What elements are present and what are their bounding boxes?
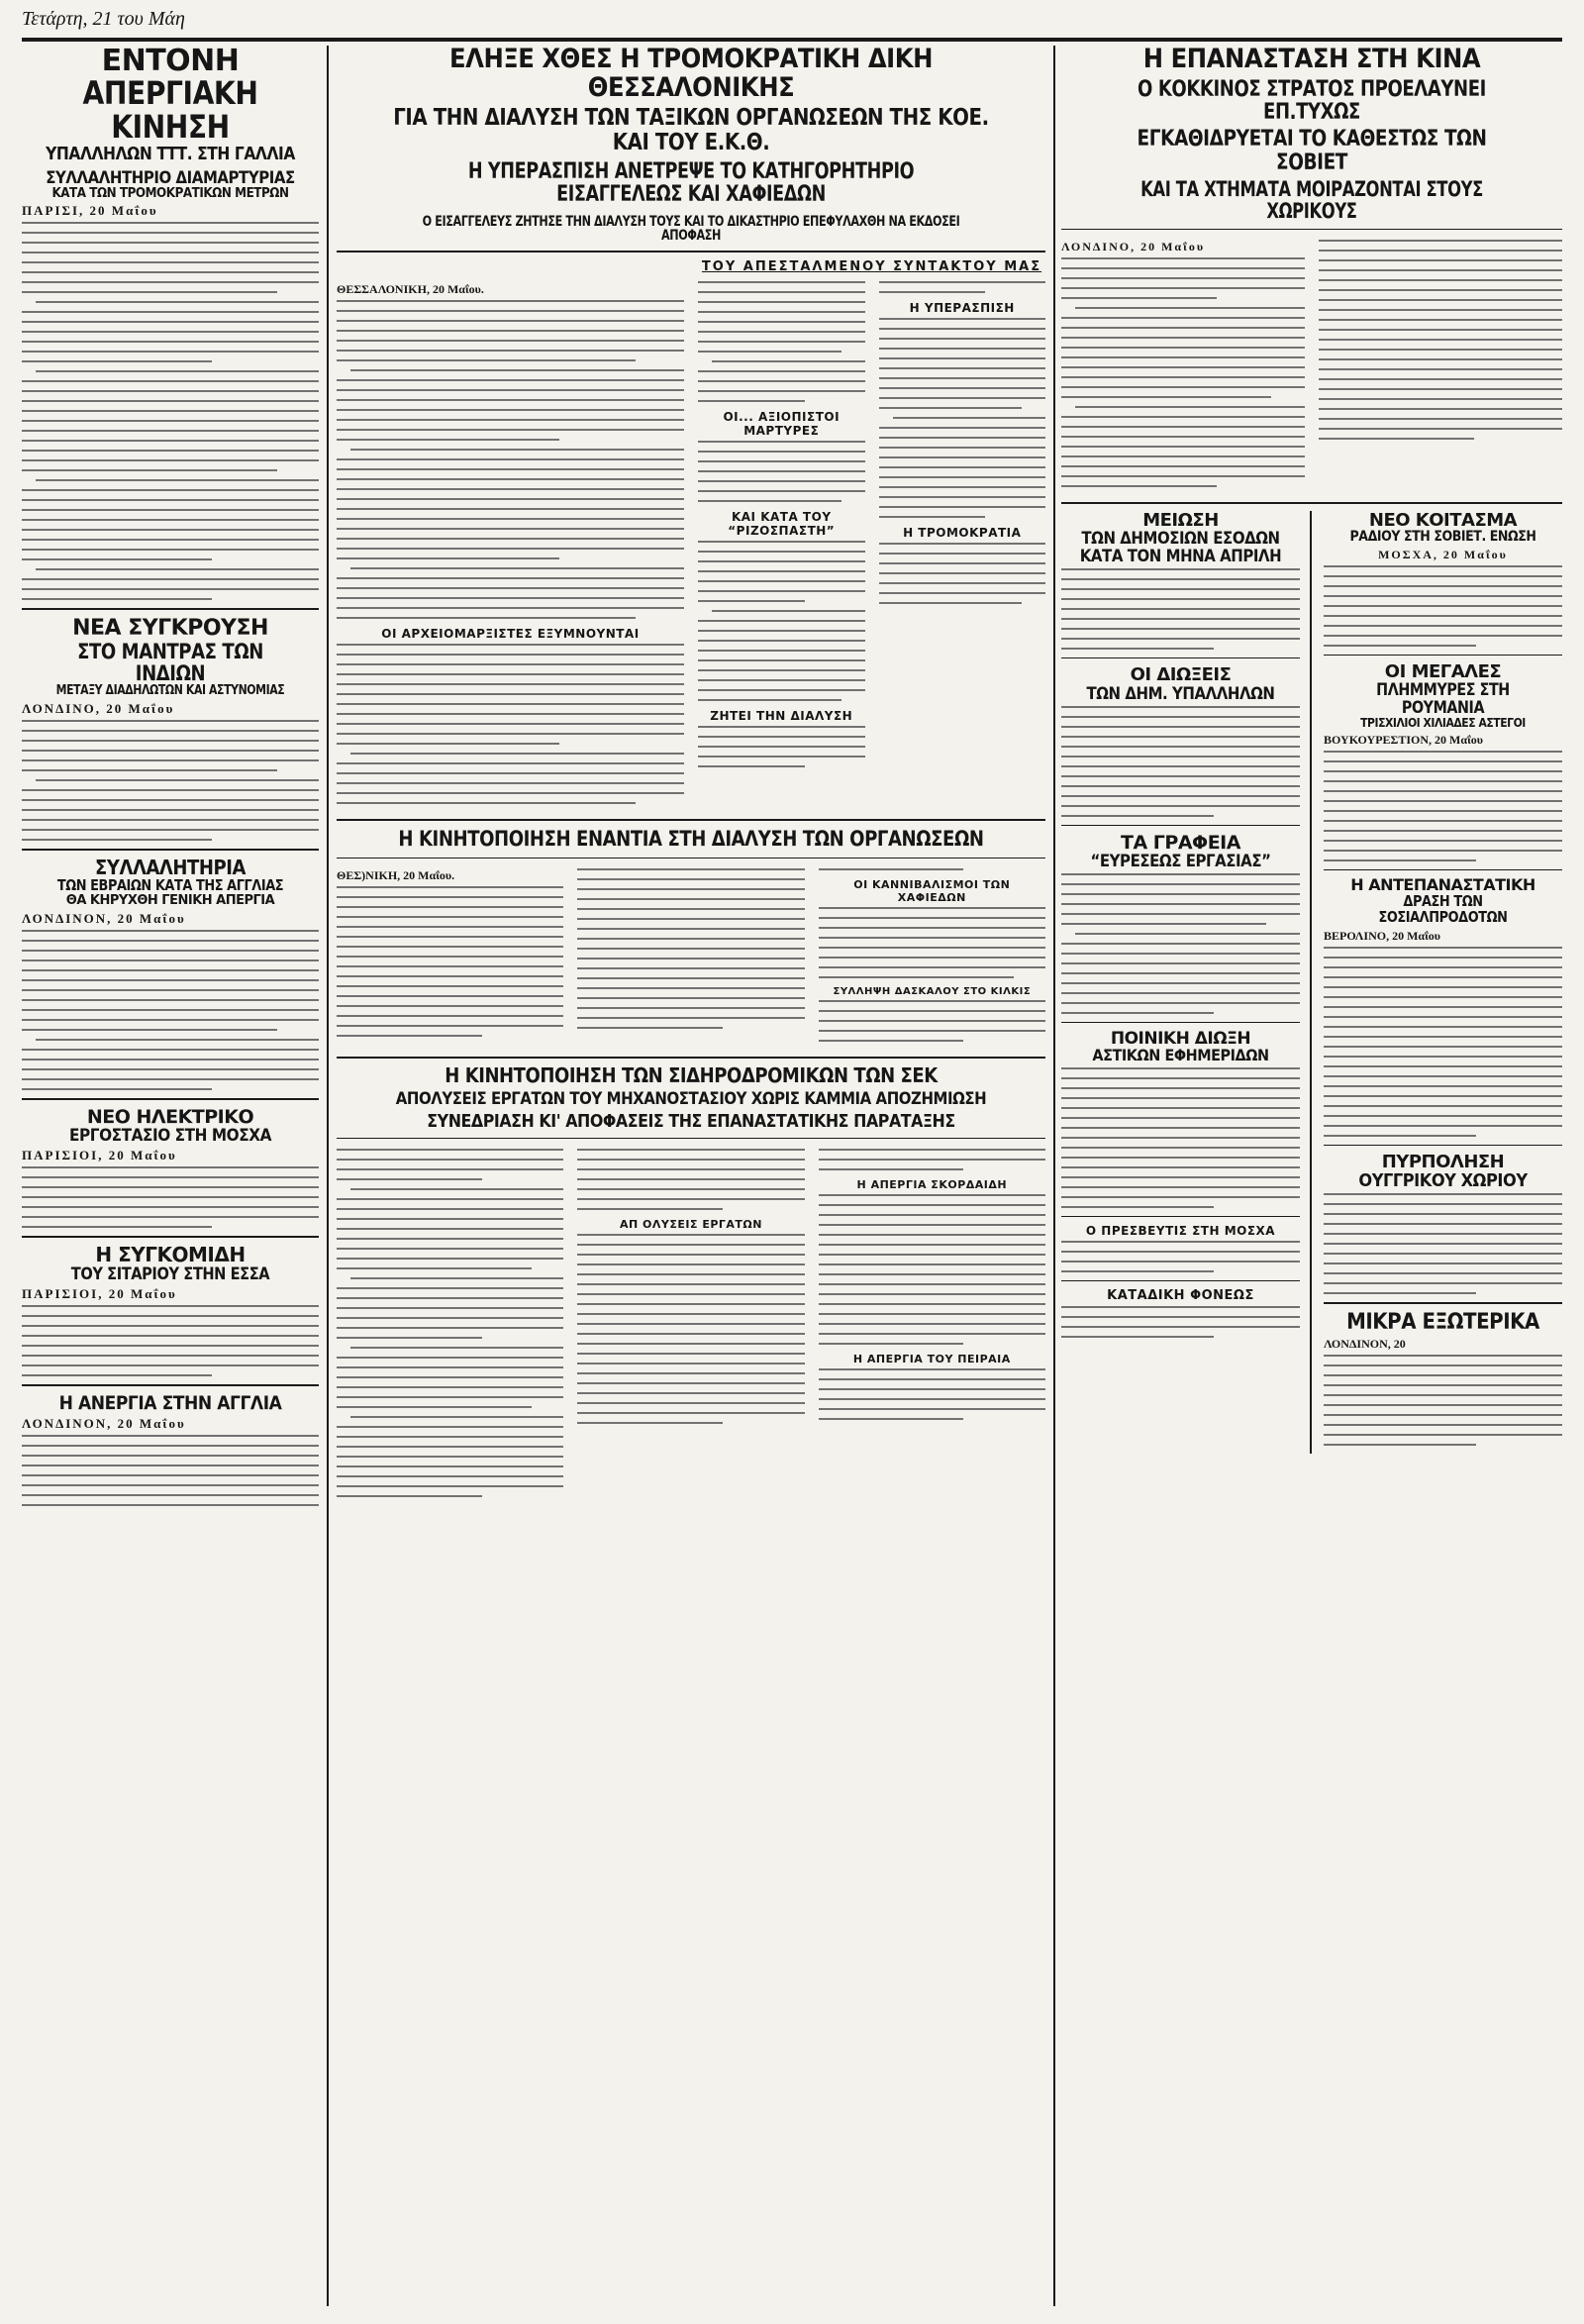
- left-headline-1-line-c: ΥΠΑΛΛΗΛΩΝ ΤΤΤ. ΣΤΗ ΓΑΛΛΙΑ: [46, 143, 295, 164]
- fire-body: [1324, 1193, 1562, 1294]
- main-article-col-2-body-c: [698, 541, 865, 701]
- left-article-5-body: [22, 1305, 319, 1376]
- main-article-col-2: [698, 278, 865, 775]
- subhead-rizospastis: ΚΑΙ ΚΑΤΑ ΤΟΥ “ΡΙΖΟΣΠΑΣΤΗ”: [728, 510, 836, 539]
- counterrev-headline-line-a: Η ΑΝΤΕΠΑΝΑΣΤΑΤΙΚΗ: [1350, 875, 1535, 895]
- right-rule-5: [1061, 1022, 1300, 1023]
- right-rule-10: [1324, 1145, 1562, 1146]
- revenue-headline-line-b: ΤΩΝ ΔΗΜΟΣΙΩΝ ΕΣΟΔΩΝ: [1081, 529, 1280, 550]
- railway-col-3-body-b: [819, 1194, 1045, 1345]
- railway-col-3-body-a: [819, 1149, 1045, 1170]
- left-headline-3-line-b: ΤΩΝ ΕΒΡΑΙΩΝ ΚΑΤΑ ΤΗΣ ΑΓΓΛΙΑΣ: [56, 876, 284, 895]
- main-article-col-2-body-b: [698, 441, 865, 502]
- top-rule: [22, 38, 1562, 42]
- column-divider-right: [1053, 46, 1055, 2306]
- left-headline-3-line-c: ΘΑ ΚΗΡΥΧΘΗ ΓΕΝΙΚΗ ΑΠΕΡΓΙΑ: [65, 893, 275, 909]
- main-article-col-3-body-c: [879, 543, 1046, 604]
- main-headline-line-c: Η ΥΠΕΡΑΣΠΙΣΗ ΑΝΕΤΡΕΨΕ ΤΟ ΚΑΤΗΓΟΡΗΤΗΡΙΟ ΕΙΣΑΓΓΕΛΕΩΣ ΚΑΙ ΧΑΦΙΕΔΩΝ: [467, 158, 915, 208]
- murder-headline: ΚΑΤΑΔΙΚΗ ΦΟΝΕΩΣ: [1107, 1287, 1254, 1303]
- railway-col-2-body-b: [577, 1234, 804, 1424]
- employment-headline-line-b: “ΕΥΡΕΣΕΩΣ ΕΡΓΑΣΙΑΣ”: [1090, 851, 1271, 871]
- left-headline-3-line-a: ΣΥΛΛΑΛΗΤΗΡΙΑ: [95, 856, 246, 880]
- employment-headline-line-a: ΤΑ ΓΡΑΦΕΙΑ: [1121, 831, 1240, 854]
- main-article-col-2-3: [698, 259, 1045, 812]
- left-headline-1-line-d: ΣΥΛΛΑΛΗΤΗΡΙΟ ΔΙΑΜΑΡΤΥΡΙΑΣ: [46, 167, 295, 188]
- left-article-4-body: [22, 1166, 319, 1228]
- radium-body: [1324, 565, 1562, 647]
- railway-col-2-body-a: [577, 1149, 804, 1210]
- romania-headline-line-a: ΟΙ ΜΕΓΑΛΕΣ: [1384, 661, 1502, 683]
- right-rule-9: [1324, 869, 1562, 870]
- railway-headline-line-c: ΣΥΝΕΔΡΙΑΣΗ ΚΙ' ΑΠΟΦΑΣΕΙΣ ΤΗΣ ΕΠΑΝΑΣΤΑΤΙΚΗΣ ΠΑΡΑΤΑΞΗΣ: [427, 1110, 955, 1132]
- romania-headline-line-c: ΤΡΙΣΧΙΛΙΟΙ ΧΙΛΙΑΔΕΣ ΑΣΤΕΓΟΙ: [1360, 716, 1526, 731]
- embassy-body: [1061, 1241, 1300, 1272]
- center-rule-2: [337, 819, 1045, 821]
- left-article-6-dateline: ΛΟΝΔΙΝΟΝ, 20 Μαΐου: [22, 1416, 186, 1432]
- left-article-5-dateline: ΠΑΡΙΣΙΟΙ, 20 Μαΐου: [22, 1286, 177, 1302]
- counterrev-headline-line-b: ΔΡΑΣΗ ΤΩΝ ΣΟΣΙΑΛΠΡΟΔΟΤΩΝ: [1378, 892, 1508, 926]
- mobilization-col-3-body-b: [819, 907, 1045, 978]
- left-article-2-dateline: ΛΟΝΔΙΝΟ, 20 Μαΐου: [22, 701, 175, 717]
- right-inner-col-2: [1324, 511, 1562, 1454]
- subhead-teacher-arrest: ΣΥΛΛΗΨΗ ΔΑΣΚΑΛΟΥ ΣΤΟ ΚΙΛΚΙΣ: [833, 985, 1032, 997]
- foreign-briefs-body: [1324, 1355, 1562, 1446]
- main-article-dateline: ΘΕΣΣΑΛΟΝΙΚΗ, 20 Μαΐου.: [337, 282, 484, 297]
- main-headline-line-a: ΕΛΗΞΕ ΧΘΕΣ Η ΤΡΟΜΟΚΡΑΤΙΚΗ ΔΙΚΗ ΘΕΣΣΑΛΟΝΙΚΗΣ: [448, 46, 934, 103]
- mobilization-dateline: ΘΕΣ)ΝΙΚΗ, 20 Μαΐου.: [337, 867, 455, 882]
- subhead-archeiomarxistes: ΟΙ ΑΡΧΕΙΟΜΑΡΞΙΣΤΕΣ ΕΞΥΜΝΟΥΝΤΑΙ: [381, 627, 640, 642]
- main-article-col-2-body-a: [698, 281, 865, 402]
- embassy-headline: Ο ΠΡΕΣΒΕΥΤΙΣ ΣΤΗ ΜΟΣΧΑ: [1085, 1223, 1276, 1238]
- revenue-headline-line-a: ΜΕΙΩΣΗ: [1142, 510, 1219, 532]
- left-headline-1-line-e: ΚΑΤΑ ΤΩΝ ΤΡΟΜΟΚΡΑΤΙΚΩΝ ΜΕΤΡΩΝ: [51, 185, 289, 201]
- main-article-col-3-body-b: [879, 318, 1046, 518]
- left-rule-4: [22, 1236, 319, 1238]
- foreign-briefs-headline: ΜΙΚΡΑ ΕΞΩΤΕΡΙΚΑ: [1346, 1309, 1539, 1335]
- china-headline-line-a: Η ΕΠΑΝΑΣΤΑΣΗ ΣΤΗ ΚΙΝΑ: [1142, 46, 1481, 74]
- center-rule-1: [337, 251, 1045, 253]
- right-lower-area: [1061, 511, 1562, 1454]
- counterrev-dateline: ΒΕΡΟΛΙΝΟ, 20 Μαΐου: [1324, 928, 1441, 943]
- railway-col-1-body: [337, 1149, 563, 1497]
- left-headline-5-line-a: Η ΣΥΓΚΟΜΙΔΗ: [95, 1243, 246, 1267]
- left-article-3-body: [22, 930, 319, 1090]
- right-rule-8: [1324, 655, 1562, 656]
- main-article-col-1: [337, 259, 684, 812]
- press-headline-line-b: ΑΣΤΙΚΩΝ ΕΦΗΜΕΡΙΔΩΝ: [1092, 1045, 1269, 1064]
- center-rule-4: [337, 1057, 1045, 1059]
- subhead-skordaidis-strike: Η ΑΠΕΡΓΙΑ ΣΚΟΡΔΑΙΔΗ: [856, 1177, 1008, 1191]
- left-headline-6: Η ΑΝΕΡΓΙΑ ΣΤΗΝ ΑΓΓΛΙΑ: [58, 1392, 282, 1415]
- radium-headline-line-a: ΝΕΟ ΚΟΙΤΑΣΜΑ: [1368, 510, 1518, 532]
- railway-col-2: [577, 1146, 804, 1505]
- main-article-col-3: [879, 278, 1046, 775]
- left-rule-5: [22, 1384, 319, 1386]
- column-divider-left: [327, 46, 329, 2306]
- left-column: [22, 46, 319, 2306]
- romania-dateline: ΒΟΥΚΟΥΡΕΣΤΙΟΝ, 20 Μαΐου: [1324, 733, 1484, 748]
- left-headline-1-line-b: ΑΠΕΡΓΙΑΚΗ ΚΙΝΗΣΗ: [82, 73, 258, 146]
- left-article-1-body: [22, 222, 319, 600]
- mobilization-col-3-body-a: [819, 868, 1045, 870]
- radium-dateline: ΜΟΣΧΑ, 20 Μαΐου: [1378, 548, 1508, 562]
- left-headline-2-line-b: ΣΤΟ ΜΑΝΤΡΑΣ ΤΩΝ ΙΝΔΙΩΝ: [77, 639, 263, 686]
- main-article-col-1-body-a: [337, 300, 684, 619]
- romania-headline-line-b: ΠΛΗΜΜΥΡΕΣ ΣΤΗ ΡΟΥΜΑΝΙΑ: [1376, 680, 1510, 719]
- persecution-headline-line-b: ΤΩΝ ΔΗΜ. ΥΠΑΛΛΗΛΩΝ: [1086, 683, 1275, 704]
- left-rule-3: [22, 1098, 319, 1100]
- left-article-3-dateline: ΛΟΝΔΙΝΟΝ, 20 Μαΐου: [22, 910, 186, 926]
- left-article-4-dateline: ΠΑΡΙΣΙΟΙ, 20 Μαΐου: [22, 1148, 177, 1163]
- main-article-col-2-body-d: [698, 726, 865, 767]
- left-headline-1-line-a: ΕΝΤΟΝΗ: [101, 46, 240, 78]
- left-article-6-body: [22, 1435, 319, 1506]
- center-column: [337, 46, 1045, 2306]
- revenue-headline-line-c: ΚΑΤΑ ΤΟΝ ΜΗΝΑ ΑΠΡΙΛΗ: [1079, 547, 1282, 567]
- china-headline-line-b: Ο ΚΟΚΚΙΝΟΣ ΣΤΡΑΤΟΣ ΠΡΟΕΛΑΥΝΕΙ ΕΠ.ΤΥΧΩΣ: [1138, 76, 1486, 125]
- left-headline-4-line-b: ΕΡΓΟΣΤΑΣΙΟ ΣΤΗ ΜΟΣΧΑ: [69, 1126, 271, 1147]
- foreign-briefs-dateline: ΛΟΝΔΙΝΟΝ, 20: [1324, 1337, 1406, 1352]
- main-article-col-3-body-a: [879, 281, 1046, 293]
- mobilization-article: [337, 865, 1045, 1050]
- china-col-2: [1319, 237, 1562, 495]
- main-article-col-1-body-b: [337, 644, 684, 804]
- china-col-2-body: [1319, 240, 1562, 440]
- fire-headline-line-b: ΟΥΓΓΡΙΚΟΥ ΧΩΡΙΟΥ: [1358, 1169, 1528, 1191]
- mobilization-col-2: [577, 865, 804, 1050]
- center-rule-5: [337, 1138, 1045, 1139]
- center-rule-3: [337, 858, 1045, 859]
- china-col-1-body: [1061, 257, 1305, 487]
- revenue-body: [1061, 568, 1300, 650]
- china-dateline: ΛΟΝΔΙΝΟ, 20 Μαΐου: [1061, 240, 1206, 254]
- left-rule-1: [22, 608, 319, 610]
- railway-article: [337, 1146, 1045, 1505]
- left-headline-4-line-a: ΝΕΟ ΗΛΕΚΤΡΙΚΟ: [86, 1105, 254, 1128]
- left-rule-2: [22, 849, 319, 851]
- left-headline-2-line-a: ΝΕΑ ΣΥΓΚΡΟΥΣΗ: [72, 616, 268, 642]
- romania-body: [1324, 751, 1562, 861]
- right-rule-4: [1061, 825, 1300, 826]
- right-rule-1: [1061, 229, 1562, 230]
- subhead-witnesses: ΟΙ... ΑΞΙΟΠΙΣΤΟΙ ΜΑΡΤΥΡΕΣ: [723, 410, 841, 439]
- mobilization-col-2-body: [577, 868, 804, 1029]
- counterrev-body: [1324, 947, 1562, 1137]
- railway-col-3: [819, 1146, 1045, 1505]
- railway-col-1: [337, 1146, 563, 1505]
- subhead-piraeus-strike: Η ΑΠΕΡΓΙΑ ΤΟΥ ΠΕΙΡΑΙΑ: [852, 1352, 1011, 1365]
- right-rule-6: [1061, 1216, 1300, 1217]
- subhead-defense: Η ΥΠΕΡΑΣΠΙΣΗ: [909, 301, 1015, 316]
- right-inner-col-1: [1061, 511, 1312, 1454]
- china-col-1: [1061, 237, 1305, 495]
- right-rule-7: [1061, 1280, 1300, 1281]
- railway-col-3-body-c: [819, 1368, 1045, 1420]
- persecution-body: [1061, 706, 1300, 817]
- china-article: [1061, 237, 1562, 495]
- page-folio: Τετάρτη, 21 του Μάη: [22, 8, 185, 30]
- right-rule-3: [1061, 657, 1300, 658]
- railway-headline-line-a: Η ΚΙΝΗΤΟΠΟΙΗΣΗ ΤΩΝ ΣΙΔΗΡΟΔΡΟΜΙΚΩΝ ΤΩΝ ΣΕΚ: [445, 1062, 938, 1087]
- china-headline-line-d: ΚΑΙ ΤΑ ΧΤΗΜΑΤΑ ΜΟΙΡΑΖΟΝΤΑΙ ΣΤΟΥΣ ΧΩΡΙΚΟΥΣ: [1140, 176, 1483, 224]
- left-article-1-dateline: ΠΑΡΙΣΙ, 20 Μαΐου: [22, 203, 158, 219]
- right-rule-11: [1324, 1302, 1562, 1304]
- subhead-terror: Η ΤΡΟΜΟΚΡΑΤΙΑ: [903, 526, 1022, 541]
- mobilization-col-3: [819, 865, 1045, 1050]
- main-headline-line-d: Ο ΕΙΣΑΓΓΕΛΕΥΣ ΖΗΤΗΣΕ ΤΗΝ ΔΙΑΛΥΣΗ ΤΟΥΣ ΚΑΙ ΤΟ ΔΙΚΑΣΤΗΡΙΟ ΕΠΕΦΥΛΑΧΘΗ ΝΑ ΕΚΔΟΣΕΙ ΑΠΟΦΑΣΗ: [422, 213, 960, 245]
- radium-headline-line-b: ΡΑΔΙΟΥ ΣΤΗ ΣΟΒΙΕΤ. ΕΝΩΣΗ: [1349, 529, 1536, 546]
- persecution-headline-line-a: ΟΙ ΔΙΩΞΕΙΣ: [1130, 664, 1232, 686]
- main-article-col-2-3-row: [698, 278, 1045, 775]
- mobilization-col-1: [337, 865, 563, 1050]
- mobilization-col-3-body-c: [819, 1000, 1045, 1042]
- employment-body: [1061, 873, 1300, 1014]
- left-headline-2-line-c: ΜΕΤΑΞΥ ΔΙΑΔΗΛΩΤΩΝ ΚΑΙ ΑΣΤΥΝΟΜΙΑΣ: [55, 683, 285, 699]
- mobilization-headline: Η ΚΙΝΗΤΟΠΟΙΗΣΗ ΕΝΑΝΤΙΑ ΣΤΗ ΔΙΑΛΥΣΗ ΤΩΝ ΟΡΓΑΝΩΣΕΩΝ: [398, 827, 984, 852]
- mobilization-col-1-body: [337, 886, 563, 1037]
- press-body: [1061, 1067, 1300, 1208]
- main-headline-line-b: ΓΙΑ ΤΗΝ ΔΙΑΛΥΣΗ ΤΩΝ ΤΑΞΙΚΩΝ ΟΡΓΑΝΩΣΕΩΝ ΤΗΣ ΚΟΕ. ΚΑΙ ΤΟΥ Ε.Κ.Θ.: [393, 105, 989, 155]
- subhead-dissolution: ΖΗΤΕΙ ΤΗΝ ΔΙΑΛΥΣΗ: [710, 709, 853, 724]
- main-article-byline: ΤΟΥ ΑΠΕΣΤΑΛΜΕΝΟΥ ΣΥΝΤΑΚΤΟΥ ΜΑΣ: [701, 259, 1042, 275]
- right-rule-2: [1061, 502, 1562, 504]
- subhead-worker-layoffs: ΑΠ ΟΛΥΣΕΙΣ ΕΡΓΑΤΩΝ: [619, 1217, 762, 1231]
- railway-headline-line-b: ΑΠΟΛΥΣΕΙΣ ΕΡΓΑΤΩΝ ΤΟΥ ΜΗΧΑΝΟΣΤΑΣΙΟΥ ΧΩΡΙΣ ΚΑΜΜΙΑ ΑΠΟΖΗΜΙΩΣΗ: [395, 1088, 987, 1109]
- left-article-2-body: [22, 720, 319, 841]
- china-headline-line-c: ΕΓΚΑΘΙΔΡΥΕΤΑΙ ΤΟ ΚΑΘΕΣΤΩΣ ΤΩΝ ΣΟΒΙΕΤ: [1137, 127, 1487, 175]
- main-article-columns: [337, 259, 1045, 812]
- right-column: [1061, 46, 1562, 2306]
- subhead-cannibalisms: ΟΙ ΚΑΝΝΙΒΑΛΙΣΜΟΙ ΤΩΝ ΧΑΦΙΕΔΩΝ: [853, 877, 1011, 904]
- press-headline-line-a: ΠΟΙΝΙΚΗ ΔΙΩΞΗ: [1110, 1028, 1251, 1049]
- murder-body: [1061, 1306, 1300, 1338]
- left-headline-5-line-b: ΤΟΥ ΣΙΤΑΡΙΟΥ ΣΤΗΝ ΕΣΣΑ: [70, 1264, 270, 1285]
- fire-headline-line-a: ΠΥΡΠΟΛΗΣΗ: [1381, 1151, 1505, 1172]
